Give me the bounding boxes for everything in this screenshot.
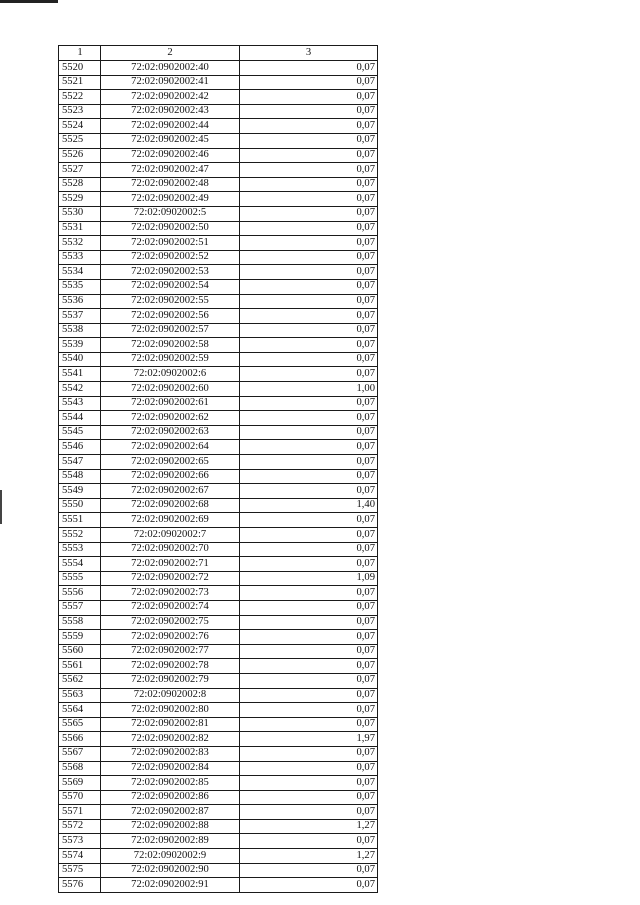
row-number: 5527 <box>59 163 101 178</box>
cadastral-number: 72:02:0902002:91 <box>101 878 240 893</box>
row-number: 5529 <box>59 192 101 207</box>
row-number: 5524 <box>59 119 101 134</box>
cadastral-number: 72:02:0902002:74 <box>101 600 240 615</box>
row-value: 0,07 <box>240 279 378 294</box>
row-number: 5543 <box>59 396 101 411</box>
row-value: 0,07 <box>240 163 378 178</box>
row-number: 5542 <box>59 382 101 397</box>
row-number: 5525 <box>59 133 101 148</box>
cadastral-number: 72:02:0902002:79 <box>101 673 240 688</box>
row-number: 5553 <box>59 542 101 557</box>
cadastral-number: 72:02:0902002:85 <box>101 776 240 791</box>
row-number: 5555 <box>59 571 101 586</box>
row-number: 5558 <box>59 615 101 630</box>
table-row <box>59 104 378 119</box>
table-row <box>59 834 378 849</box>
row-number: 5575 <box>59 863 101 878</box>
table-row <box>59 236 378 251</box>
table-row <box>59 411 378 426</box>
row-value: 0,07 <box>240 338 378 353</box>
row-value: 0,07 <box>240 761 378 776</box>
row-number: 5548 <box>59 469 101 484</box>
table-row <box>59 761 378 776</box>
table-row <box>59 177 378 192</box>
row-value: 0,07 <box>240 148 378 163</box>
row-number: 5528 <box>59 177 101 192</box>
row-value: 0,07 <box>240 703 378 718</box>
row-value: 0,07 <box>240 834 378 849</box>
row-number: 5564 <box>59 703 101 718</box>
row-value: 0,07 <box>240 863 378 878</box>
cadastral-number: 72:02:0902002:49 <box>101 192 240 207</box>
row-value: 0,07 <box>240 192 378 207</box>
table-row <box>59 250 378 265</box>
row-value: 0,07 <box>240 250 378 265</box>
cadastral-number: 72:02:0902002:57 <box>101 323 240 338</box>
table-row <box>59 513 378 528</box>
cadastral-number: 72:02:0902002:5 <box>101 206 240 221</box>
table-row <box>59 673 378 688</box>
cadastral-number: 72:02:0902002:69 <box>101 513 240 528</box>
row-number: 5562 <box>59 673 101 688</box>
cadastral-number: 72:02:0902002:62 <box>101 411 240 426</box>
table-row <box>59 221 378 236</box>
cadastral-number: 72:02:0902002:46 <box>101 148 240 163</box>
table-row <box>59 600 378 615</box>
row-value: 0,07 <box>240 294 378 309</box>
table-row <box>59 206 378 221</box>
row-value: 0,07 <box>240 309 378 324</box>
row-number: 5550 <box>59 498 101 513</box>
table-row <box>59 659 378 674</box>
row-number: 5541 <box>59 367 101 382</box>
parcel-table-body <box>59 46 378 893</box>
row-value: 0,07 <box>240 615 378 630</box>
cadastral-number: 72:02:0902002:40 <box>101 61 240 76</box>
row-number: 5563 <box>59 688 101 703</box>
row-value: 0,07 <box>240 352 378 367</box>
table-row <box>59 148 378 163</box>
table-row <box>59 75 378 90</box>
row-number: 5565 <box>59 717 101 732</box>
table-row <box>59 688 378 703</box>
row-value: 0,07 <box>240 659 378 674</box>
row-value: 0,07 <box>240 586 378 601</box>
cadastral-number: 72:02:0902002:61 <box>101 396 240 411</box>
cadastral-number: 72:02:0902002:88 <box>101 819 240 834</box>
table-row <box>59 192 378 207</box>
row-number: 5569 <box>59 776 101 791</box>
row-number: 5561 <box>59 659 101 674</box>
row-number: 5536 <box>59 294 101 309</box>
row-value: 0,07 <box>240 236 378 251</box>
row-value: 1,97 <box>240 732 378 747</box>
table-row <box>59 367 378 382</box>
cadastral-number: 72:02:0902002:53 <box>101 265 240 280</box>
row-number: 5540 <box>59 352 101 367</box>
row-number: 5532 <box>59 236 101 251</box>
row-number: 5552 <box>59 528 101 543</box>
row-number: 5526 <box>59 148 101 163</box>
row-number: 5531 <box>59 221 101 236</box>
row-number: 5523 <box>59 104 101 119</box>
table-row <box>59 703 378 718</box>
table-row <box>59 455 378 470</box>
cadastral-number: 72:02:0902002:6 <box>101 367 240 382</box>
row-value: 0,07 <box>240 644 378 659</box>
table-row <box>59 163 378 178</box>
row-number: 5537 <box>59 309 101 324</box>
table-row <box>59 776 378 791</box>
table-row <box>59 425 378 440</box>
row-value: 0,07 <box>240 119 378 134</box>
cadastral-number: 72:02:0902002:76 <box>101 630 240 645</box>
row-value: 0,07 <box>240 746 378 761</box>
cadastral-number: 72:02:0902002:64 <box>101 440 240 455</box>
row-number: 5544 <box>59 411 101 426</box>
row-value: 1,27 <box>240 819 378 834</box>
cadastral-number: 72:02:0902002:52 <box>101 250 240 265</box>
row-value: 0,07 <box>240 469 378 484</box>
cadastral-number: 72:02:0902002:72 <box>101 571 240 586</box>
row-number: 5559 <box>59 630 101 645</box>
cadastral-number: 72:02:0902002:71 <box>101 557 240 572</box>
row-number: 5546 <box>59 440 101 455</box>
cadastral-number: 72:02:0902002:50 <box>101 221 240 236</box>
row-value: 0,07 <box>240 776 378 791</box>
row-number: 5554 <box>59 557 101 572</box>
table-row <box>59 528 378 543</box>
row-value: 1,27 <box>240 849 378 864</box>
table-row <box>59 732 378 747</box>
table-row <box>59 498 378 513</box>
cadastral-number: 72:02:0902002:90 <box>101 863 240 878</box>
row-value: 0,07 <box>240 396 378 411</box>
table-row <box>59 133 378 148</box>
cadastral-number: 72:02:0902002:42 <box>101 90 240 105</box>
table-row <box>59 849 378 864</box>
header-col-3: 3 <box>240 46 378 61</box>
table-row <box>59 557 378 572</box>
cadastral-number: 72:02:0902002:47 <box>101 163 240 178</box>
table-row <box>59 440 378 455</box>
table-row <box>59 630 378 645</box>
row-number: 5567 <box>59 746 101 761</box>
cadastral-number: 72:02:0902002:82 <box>101 732 240 747</box>
table-row <box>59 90 378 105</box>
row-value: 0,07 <box>240 790 378 805</box>
row-value: 0,07 <box>240 425 378 440</box>
table-row <box>59 484 378 499</box>
table-row <box>59 863 378 878</box>
row-number: 5535 <box>59 279 101 294</box>
parcel-table <box>58 45 378 893</box>
cadastral-number: 72:02:0902002:83 <box>101 746 240 761</box>
row-number: 5560 <box>59 644 101 659</box>
table-row <box>59 571 378 586</box>
cadastral-number: 72:02:0902002:67 <box>101 484 240 499</box>
row-number: 5557 <box>59 600 101 615</box>
table-header-row <box>59 46 378 61</box>
row-number: 5571 <box>59 805 101 820</box>
cadastral-number: 72:02:0902002:70 <box>101 542 240 557</box>
row-number: 5573 <box>59 834 101 849</box>
cadastral-number: 72:02:0902002:75 <box>101 615 240 630</box>
cadastral-number: 72:02:0902002:48 <box>101 177 240 192</box>
row-number: 5539 <box>59 338 101 353</box>
row-value: 0,07 <box>240 455 378 470</box>
row-number: 5566 <box>59 732 101 747</box>
cadastral-number: 72:02:0902002:54 <box>101 279 240 294</box>
table-row <box>59 323 378 338</box>
table-row <box>59 746 378 761</box>
cadastral-number: 72:02:0902002:51 <box>101 236 240 251</box>
row-value: 0,07 <box>240 805 378 820</box>
header-col-1: 1 <box>59 46 101 61</box>
cadastral-number: 72:02:0902002:78 <box>101 659 240 674</box>
row-value: 0,07 <box>240 542 378 557</box>
cadastral-number: 72:02:0902002:58 <box>101 338 240 353</box>
row-value: 0,07 <box>240 440 378 455</box>
table-row <box>59 119 378 134</box>
scan-artifact-left <box>0 490 2 524</box>
table-row <box>59 469 378 484</box>
cadastral-number: 72:02:0902002:89 <box>101 834 240 849</box>
row-value: 0,07 <box>240 206 378 221</box>
table-row <box>59 819 378 834</box>
row-number: 5576 <box>59 878 101 893</box>
row-value: 0,07 <box>240 133 378 148</box>
cadastral-number: 72:02:0902002:68 <box>101 498 240 513</box>
row-number: 5538 <box>59 323 101 338</box>
row-number: 5534 <box>59 265 101 280</box>
cadastral-number: 72:02:0902002:45 <box>101 133 240 148</box>
row-value: 0,07 <box>240 557 378 572</box>
row-number: 5551 <box>59 513 101 528</box>
cadastral-number: 72:02:0902002:73 <box>101 586 240 601</box>
row-value: 0,07 <box>240 61 378 76</box>
cadastral-number: 72:02:0902002:86 <box>101 790 240 805</box>
row-value: 0,07 <box>240 90 378 105</box>
row-value: 0,07 <box>240 104 378 119</box>
row-number: 5522 <box>59 90 101 105</box>
table-row <box>59 309 378 324</box>
cadastral-number: 72:02:0902002:87 <box>101 805 240 820</box>
table-row <box>59 586 378 601</box>
scan-artifact-top <box>0 0 58 3</box>
cadastral-number: 72:02:0902002:63 <box>101 425 240 440</box>
row-value: 0,07 <box>240 600 378 615</box>
table-row <box>59 352 378 367</box>
table-row <box>59 542 378 557</box>
row-number: 5521 <box>59 75 101 90</box>
table-row <box>59 265 378 280</box>
cadastral-number: 72:02:0902002:65 <box>101 455 240 470</box>
row-number: 5570 <box>59 790 101 805</box>
row-number: 5574 <box>59 849 101 864</box>
row-value: 0,07 <box>240 411 378 426</box>
row-value: 0,07 <box>240 265 378 280</box>
row-number: 5533 <box>59 250 101 265</box>
row-value: 1,09 <box>240 571 378 586</box>
row-number: 5549 <box>59 484 101 499</box>
row-number: 5568 <box>59 761 101 776</box>
row-value: 0,07 <box>240 177 378 192</box>
cadastral-number: 72:02:0902002:59 <box>101 352 240 367</box>
row-number: 5520 <box>59 61 101 76</box>
table-row <box>59 644 378 659</box>
row-number: 5545 <box>59 425 101 440</box>
cadastral-number: 72:02:0902002:55 <box>101 294 240 309</box>
cadastral-number: 72:02:0902002:81 <box>101 717 240 732</box>
table-row <box>59 805 378 820</box>
row-number: 5556 <box>59 586 101 601</box>
cadastral-number: 72:02:0902002:84 <box>101 761 240 776</box>
table-row <box>59 790 378 805</box>
row-value: 0,07 <box>240 221 378 236</box>
cadastral-number: 72:02:0902002:60 <box>101 382 240 397</box>
row-value: 0,07 <box>240 528 378 543</box>
table-row <box>59 61 378 76</box>
cadastral-number: 72:02:0902002:44 <box>101 119 240 134</box>
table-row <box>59 294 378 309</box>
row-value: 1,00 <box>240 382 378 397</box>
table-row <box>59 279 378 294</box>
table-row <box>59 615 378 630</box>
cadastral-number: 72:02:0902002:56 <box>101 309 240 324</box>
row-number: 5572 <box>59 819 101 834</box>
row-value: 1,40 <box>240 498 378 513</box>
row-value: 0,07 <box>240 367 378 382</box>
row-number: 5530 <box>59 206 101 221</box>
cadastral-number: 72:02:0902002:9 <box>101 849 240 864</box>
cadastral-number: 72:02:0902002:41 <box>101 75 240 90</box>
row-value: 0,07 <box>240 673 378 688</box>
row-value: 0,07 <box>240 630 378 645</box>
cadastral-number: 72:02:0902002:77 <box>101 644 240 659</box>
row-value: 0,07 <box>240 717 378 732</box>
cadastral-number: 72:02:0902002:66 <box>101 469 240 484</box>
cadastral-number: 72:02:0902002:7 <box>101 528 240 543</box>
cadastral-number: 72:02:0902002:8 <box>101 688 240 703</box>
header-col-2: 2 <box>101 46 240 61</box>
row-number: 5547 <box>59 455 101 470</box>
cadastral-number: 72:02:0902002:80 <box>101 703 240 718</box>
table-row <box>59 338 378 353</box>
row-value: 0,07 <box>240 878 378 893</box>
row-value: 0,07 <box>240 484 378 499</box>
table-row <box>59 717 378 732</box>
table-row <box>59 396 378 411</box>
row-value: 0,07 <box>240 323 378 338</box>
cadastral-number: 72:02:0902002:43 <box>101 104 240 119</box>
table-row <box>59 878 378 893</box>
row-value: 0,07 <box>240 688 378 703</box>
row-value: 0,07 <box>240 513 378 528</box>
table-row <box>59 382 378 397</box>
row-value: 0,07 <box>240 75 378 90</box>
